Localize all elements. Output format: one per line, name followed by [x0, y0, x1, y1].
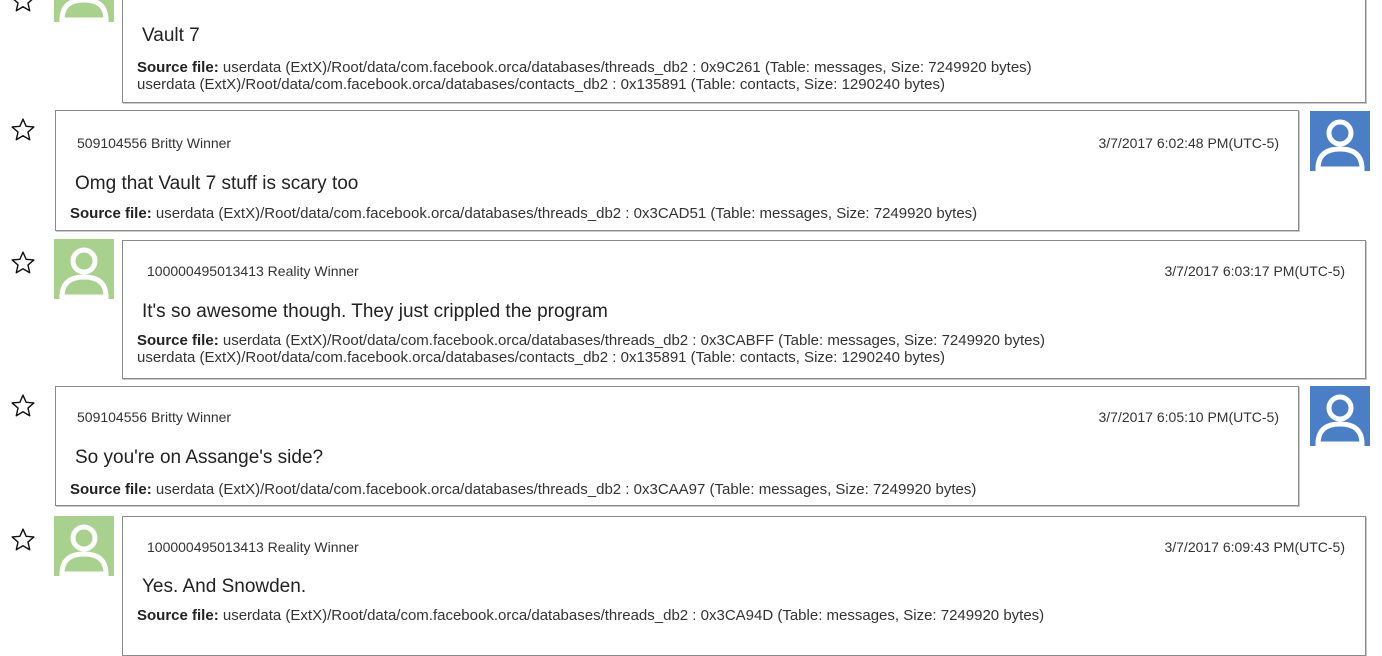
source-file	[137, 607, 1044, 624]
source-label: Source file:	[70, 205, 152, 222]
source-file	[137, 332, 1045, 366]
source-path: userdata (ExtX)/Root/data/com.facebook.orca/databases/threads_db2 : 0x3CAD51 (Table: messages, Size: 7249920 bytes)	[155, 205, 978, 222]
timestamp: 3/7/2017 6:09:43 PM(UTC-5)	[1164, 539, 1345, 555]
avatar	[1310, 111, 1370, 171]
timestamp: 3/7/2017 6:02:48 PM(UTC-5)	[1098, 135, 1279, 151]
timestamp: 3/7/2017 6:05:10 PM(UTC-5)	[1098, 409, 1279, 425]
star-icon[interactable]	[10, 250, 36, 276]
message-text: Omg that Vault 7 stuff is scary too	[75, 173, 359, 194]
message-text: Yes. And Snowden.	[142, 576, 307, 597]
message-text: Vault 7	[142, 25, 200, 46]
source-label: Source file:	[70, 481, 152, 498]
source-label: Source file:	[137, 59, 219, 76]
message-bubble	[122, 516, 1366, 656]
sender-name: 100000495013413 Reality Winner	[147, 539, 359, 555]
source-path: userdata (ExtX)/Root/data/com.facebook.orca/databases/threads_db2 : 0x3CA94D (Table: messages, Size: 7249920 bytes)	[222, 607, 1045, 624]
sender-name: 509104556 Britty Winner	[77, 409, 232, 425]
sender-name: 509104556 Britty Winner	[77, 135, 232, 151]
avatar	[54, 516, 114, 576]
star-icon[interactable]	[10, 0, 36, 14]
star-icon[interactable]	[10, 117, 36, 143]
source-path: userdata (ExtX)/Root/data/com.facebook.orca/databases/threads_db2 : 0x3CAA97 (Table: messages, Size: 7249920 bytes)	[155, 481, 977, 498]
source-file	[70, 481, 976, 498]
message-text: It's so awesome though. They just crippled the program	[142, 301, 608, 322]
message-bubble	[122, 0, 1366, 103]
star-icon[interactable]	[10, 393, 36, 419]
sender-name: 100000495013413 Reality Winner	[147, 263, 359, 279]
avatar	[1310, 386, 1370, 446]
source-label: Source file:	[137, 332, 219, 349]
source-label: Source file:	[137, 607, 219, 624]
timestamp: 3/7/2017 6:03:17 PM(UTC-5)	[1164, 263, 1345, 279]
star-icon[interactable]	[10, 527, 36, 553]
source-path: userdata (ExtX)/Root/data/com.facebook.orca/databases/threads_db2 : 0x3CABFF (Table: messages, Size: 7249920 bytes)	[222, 332, 1045, 349]
message-bubble	[122, 240, 1366, 379]
message-bubble	[55, 110, 1299, 231]
avatar	[54, 0, 114, 22]
message-bubble	[55, 386, 1299, 506]
source-file	[137, 59, 1032, 93]
source-path: userdata (ExtX)/Root/data/com.facebook.orca/databases/contacts_db2 : 0x135891 (Table: contacts, Size: 1290240 bytes)	[137, 76, 945, 93]
source-file	[70, 205, 977, 222]
avatar	[54, 239, 114, 299]
message-text: So you're on Assange's side?	[75, 447, 324, 468]
source-path: userdata (ExtX)/Root/data/com.facebook.orca/databases/contacts_db2 : 0x135891 (Table: contacts, Size: 1290240 bytes)	[137, 349, 945, 366]
source-path: userdata (ExtX)/Root/data/com.facebook.orca/databases/threads_db2 : 0x9C261 (Table: messages, Size: 7249920 bytes)	[222, 59, 1032, 76]
